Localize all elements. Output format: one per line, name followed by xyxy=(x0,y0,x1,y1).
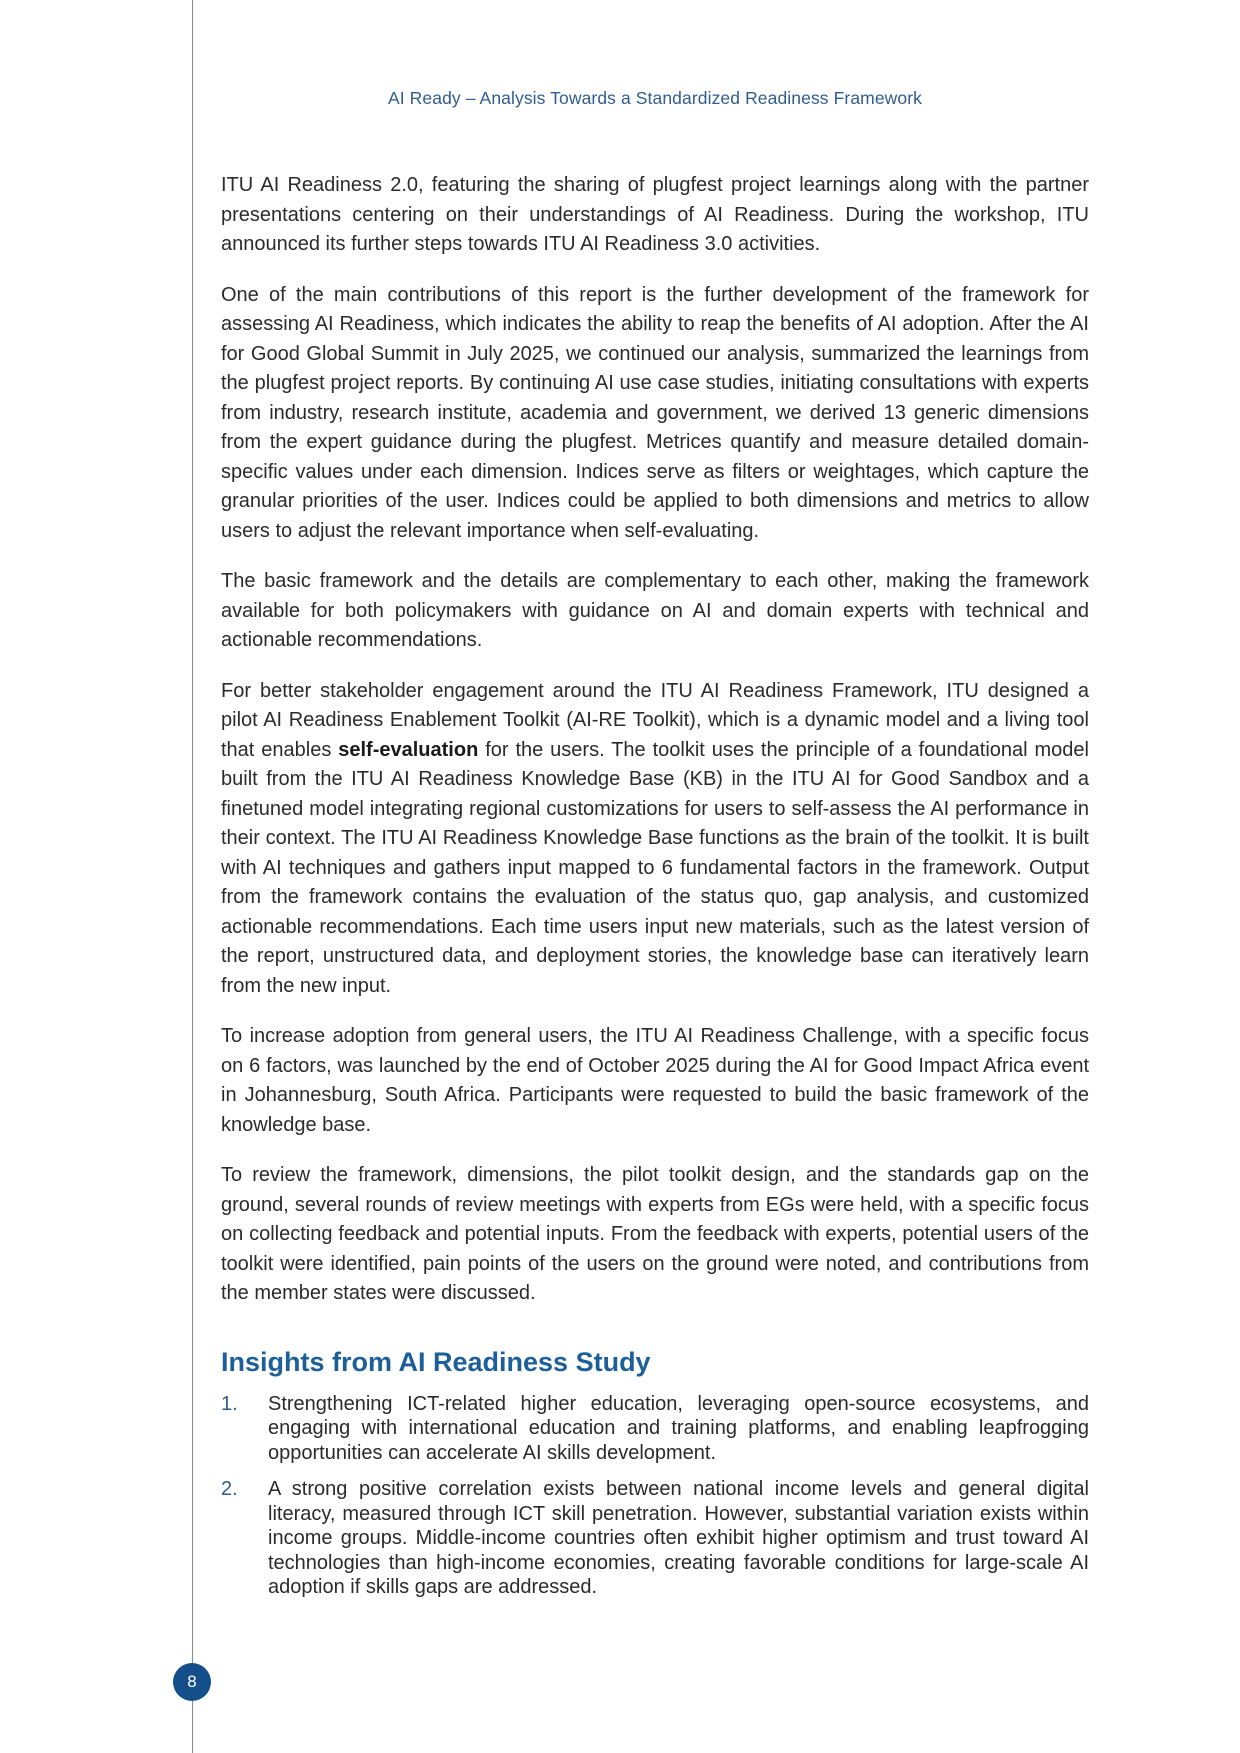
self-evaluation-emphasis: self-evaluation xyxy=(338,738,479,761)
page-margin-line xyxy=(192,0,193,1753)
section-heading-insights: Insights from AI Readiness Study xyxy=(221,1346,651,1377)
insight-item xyxy=(221,1477,1089,1600)
paragraph-1: ITU AI Readiness 2.0, featuring the sharing of plugfest project learnings along with the partner presentations centering on their understandings of AI Readiness. During the workshop, ITU announced its further steps towards ITU AI Readiness 3.0 activities. xyxy=(221,174,1089,255)
paragraph-2: One of the main contributions of this report is the further development of the framework for assessing AI Readiness, which indicates the ability to reap the benefits of AI adoption. After the AI for Good Global Summit in July 2025, we continued our analysis, summarized the learnings from the plugfest project reports. By continuing AI use case studies, initiating consultations with experts from industry, research institute, academia and government, we derived 13 generic dimensions from the expert guidance during the plugfest. Metrices quantify and measure detailed domain-specific values under each dimension. Indices serve as filters or weightages, which capture the granular priorities of the user. Indices could be applied to both dimensions and metrics to allow users to adjust the relevant importance when self-evaluating. xyxy=(221,283,1089,542)
paragraph-6: To review the framework, dimensions, the pilot toolkit design, and the standards gap on the ground, several rounds of review meetings with experts from EGs were held, with a specific focus on collecting feedback and potential inputs. From the feedback with experts, potential users of the toolkit were identified, pain points of the users on the ground were noted, and contributions from the member states were discussed. xyxy=(221,1164,1089,1304)
insight-item xyxy=(221,1392,1089,1466)
paragraph-5: To increase adoption from general users, the ITU AI Readiness Challenge, with a specific focus on 6 factors, was launched by the end of October 2025 during the AI for Good Impact Africa event in Johannesburg, South Africa. Participants were requested to build the basic framework of the knowledge base. xyxy=(221,1025,1089,1136)
paragraph-4 xyxy=(221,677,1089,1002)
paragraph-4-text-before: For better stakeholder engagement around the ITU AI Readiness Framework, ITU designed a pilot AI Readiness Enablement Toolkit (AI-RE Toolkit), which is a dynamic model and a living tool that enables xyxy=(221,679,1089,761)
document-body xyxy=(221,171,1089,1612)
insight-number: 2. xyxy=(221,1478,238,1500)
insights-list xyxy=(221,1392,1089,1600)
insight-number: 1. xyxy=(221,1392,238,1415)
paragraph-3: The basic framework and the details are complementary to each other, making the framework available for both policymakers with guidance on AI and domain experts with technical and actionable recommendations. xyxy=(221,570,1089,651)
insight-text: Strengthening ICT-related higher education, leveraging open-source ecosystems, and engaging with international education and training platforms, and enabling leapfrogging opportunities can accelerate AI skills development. xyxy=(268,1392,1089,1464)
page-number-badge: 8 xyxy=(173,1663,211,1701)
paragraph-4-text-after: for the users. The toolkit uses the principle of a foundational model built from the ITU AI Readiness Knowledge Base (KB) in the ITU AI for Good Sandbox and a finetuned model integrating regional customizations for users to self-assess the AI performance in their context. The ITU AI Readiness Knowledge Base functions as the brain of the toolkit. It is built with AI techniques and gathers input mapped to 6 fundamental factors in the framework. Output from the framework contains the evaluation of the status quo, gap analysis, and customized actionable recommendations. Each time users input new materials, such as the latest version of the report, unstructured data, and deployment stories, the knowledge base can iteratively learn from the new input. xyxy=(221,738,1089,997)
running-header: AI Ready – Analysis Towards a Standardized Readiness Framework xyxy=(387,88,923,108)
insight-text: A strong positive correlation exists between national income levels and general digital literacy, measured through ICT skill penetration. However, substantial variation exists within income groups. Middle-income countries often exhibit higher optimism and trust toward AI technologies than high-income economies, creating favorable conditions for large-scale AI adoption if skills gaps are addressed. xyxy=(268,1478,1089,1598)
